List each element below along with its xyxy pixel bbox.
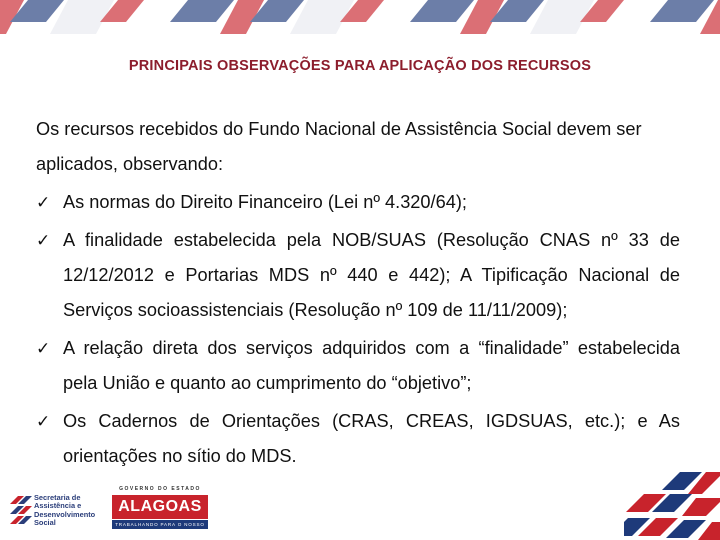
list-item-text: Os Cadernos de Orientações (CRAS, CREAS, IGDSUAS, etc.); e As orientações no sítio do MDS. [63, 411, 680, 466]
intro-paragraph: Os recursos recebidos do Fundo Nacional de Assistência Social devem ser aplicados, observando: [36, 119, 642, 174]
alagoas-logo [112, 486, 208, 536]
list-item [36, 331, 680, 401]
checkmark-icon: ✓ [36, 412, 51, 431]
band-fade [0, 0, 720, 34]
secretaria-logo-line: Assistência e [34, 501, 82, 511]
checkmark-icon: ✓ [36, 193, 51, 212]
slide-title: PRINCIPAIS OBSERVAÇÕES PARA APLICAÇÃO DOS RECURSOS [128, 58, 592, 74]
secretaria-logo-line: Desenvolvimento Social [34, 509, 96, 528]
secretaria-logo [8, 492, 103, 532]
list-item [36, 223, 680, 328]
list-item-text: As normas do Direito Financeiro (Lei nº 4.320/64); [63, 192, 467, 212]
secretaria-logo-line: Secretaria de [34, 493, 81, 502]
alagoas-logo-tagline: TRABALHANDO PARA O NOSSO DESENVOLVIMENTO [112, 520, 208, 529]
alagoas-logo-name: ALAGOAS [112, 495, 208, 519]
list-item [36, 185, 680, 220]
observations-list [36, 185, 680, 474]
slide-body [36, 112, 680, 477]
list-item [36, 404, 680, 474]
secretaria-emblem-icon [10, 496, 32, 524]
top-decorative-band [0, 0, 720, 34]
checkmark-icon: ✓ [36, 339, 51, 358]
footer-logos [0, 480, 720, 540]
list-item-text: A relação direta dos serviços adquiridos com a “finalidade” estabelecida pela União e quanto ao cumprimento do “objetivo”; [63, 338, 680, 393]
checkmark-icon: ✓ [36, 231, 51, 250]
alagoas-logo-top: GOVERNO DO ESTADO [119, 486, 201, 492]
list-item-text: A finalidade estabelecida pela NOB/SUAS (Resolução CNAS nº 33 de 12/12/2012 e Portarias MDS nº 440 e 442); A Tipificação Nacional de Serviços socioassistenciais (Resolução nº 109 de 11/11/2009); [63, 230, 680, 320]
corner-decoration [624, 472, 720, 540]
